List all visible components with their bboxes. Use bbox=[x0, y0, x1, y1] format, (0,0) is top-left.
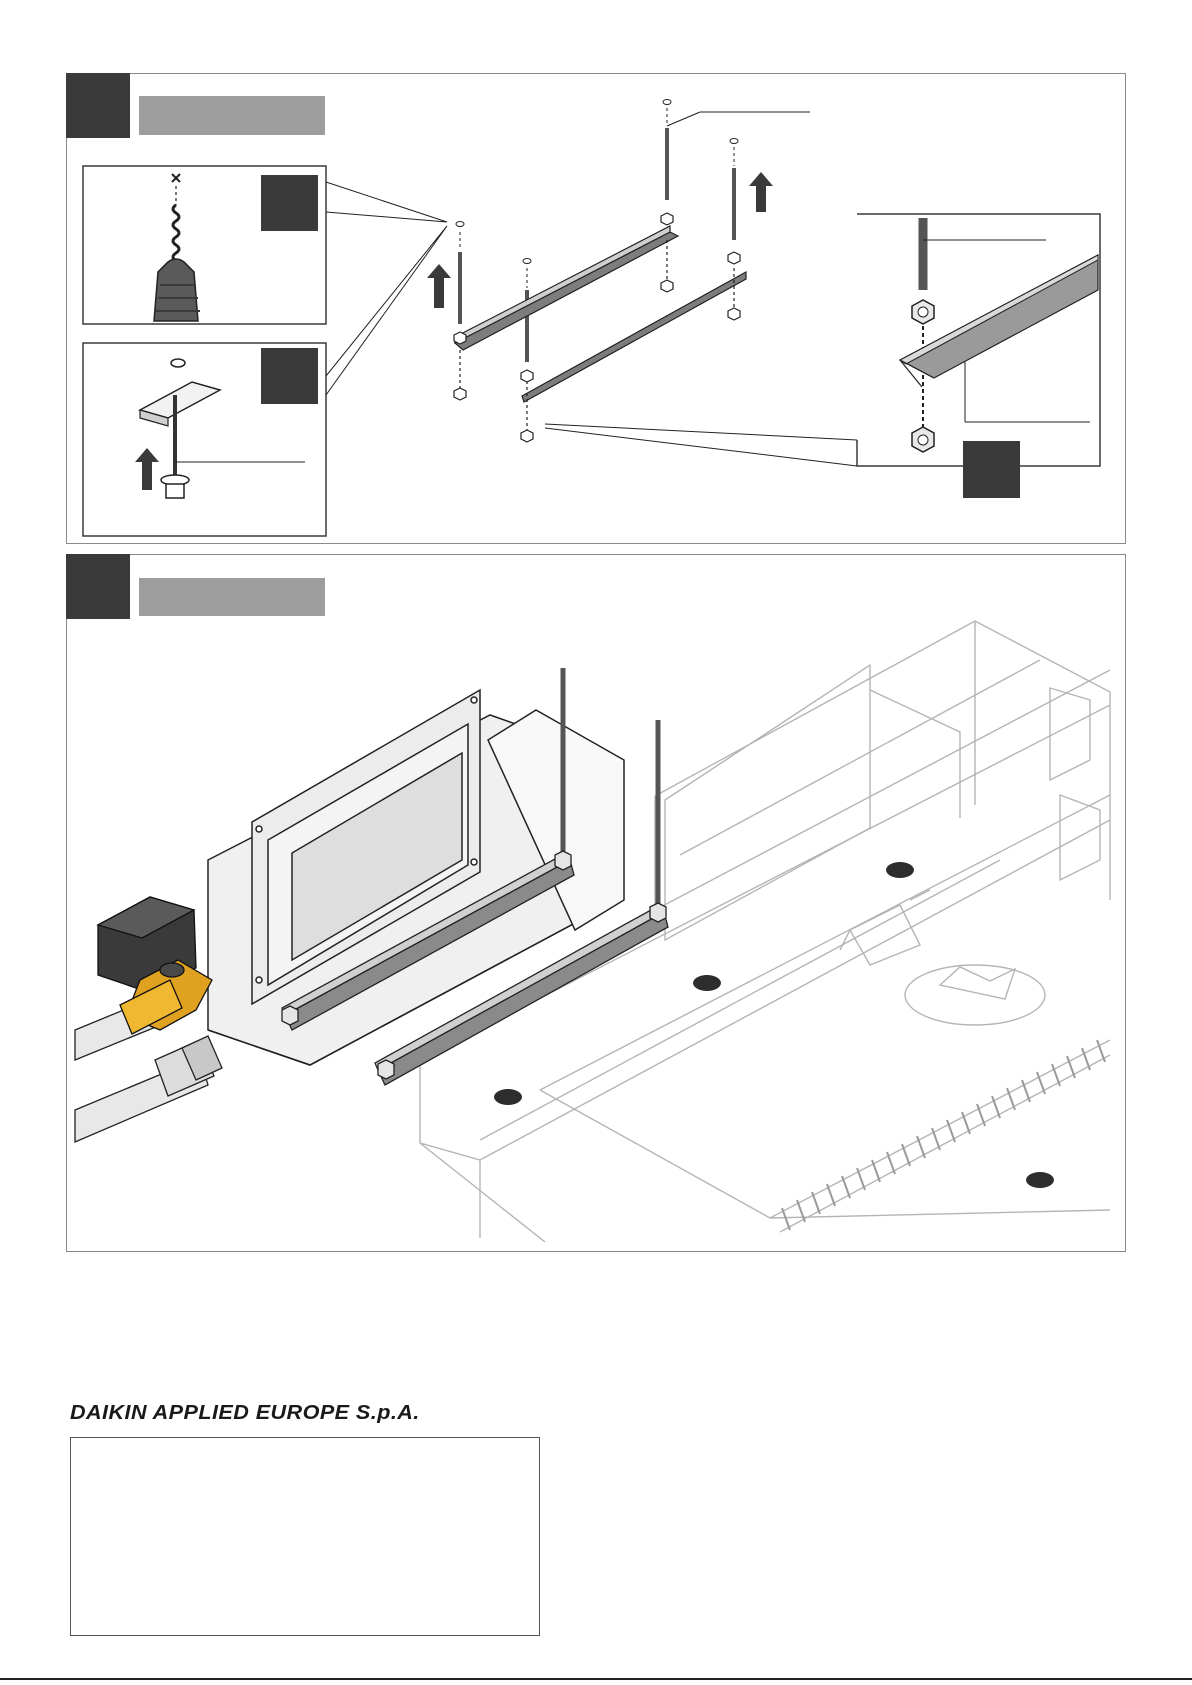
company-name: DAIKIN APPLIED EUROPE S.p.A. bbox=[70, 1402, 420, 1424]
company-info-box bbox=[70, 1437, 540, 1636]
footer-rule bbox=[0, 1678, 1192, 1680]
